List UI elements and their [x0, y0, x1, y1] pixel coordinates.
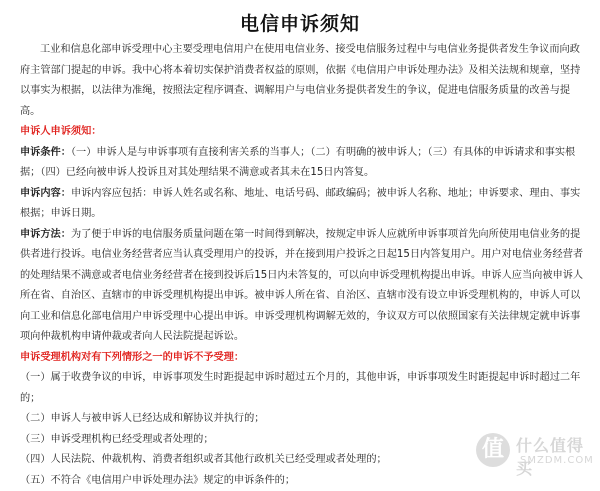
method-label: 申诉方法：	[20, 229, 71, 240]
smzdm-watermark	[476, 429, 586, 475]
conditions-paragraph	[20, 143, 590, 184]
method-paragraph	[20, 225, 590, 348]
watermark-text: 什么值得买	[516, 433, 586, 479]
smzdm-logo-icon: 值	[476, 433, 510, 467]
section-heading-rejection: 申诉受理机构对有下列情形之一的申诉不予受理：	[20, 348, 590, 369]
list-item: （一）属于收费争议的申诉，申诉事项发生时距提起申诉时超过五个月的，其他申诉，申诉事项发生时距提起申诉时超过二年的；	[20, 368, 590, 409]
section-heading-applicant: 申诉人申诉须知：	[20, 122, 590, 143]
conditions-text: （一）申诉人是与申诉事项有直接利害关系的当事人；（二）有明确的被申诉人；（三）有具体的申诉请求和事实根据；（四）已经向被申诉人投诉且对其处理结果不满意或者其未在15日内答复。	[20, 147, 575, 179]
content-label: 申诉内容：	[20, 188, 71, 199]
conditions-label: 申诉条件：	[20, 147, 71, 158]
list-item: （五）不符合《电信用户申诉处理办法》规定的申诉条件的；	[20, 471, 590, 491]
list-item: （四）人民法院、仲裁机构、消费者组织或者其他行政机关已经受理或者处理的；	[20, 450, 590, 471]
content-paragraph	[20, 184, 590, 225]
list-item: （二）申诉人与被申诉人已经达成和解协议并执行的；	[20, 409, 590, 430]
intro-paragraph: 工业和信息化部申诉受理中心主要受理电信用户在使用电信业务、接受电信服务过程中与电信业务提供者发生争议而向政府主管部门提起的申诉。我中心将本着切实保护消费者权益的原则，依据《电信用户申诉处理办法》及相关法规和规章，坚持以事实为根据，以法律为准绳，按照法定程序调查、调解用户与电信业务提供者发生的争议，促进电信服务质量的改善与提高。	[20, 40, 590, 122]
page-title: 电信申诉须知	[0, 0, 600, 35]
watermark-site: SMZDM.COM	[520, 455, 594, 466]
notice-content	[20, 40, 590, 491]
list-item: （三）申诉受理机构已经受理或者处理的；	[20, 430, 590, 451]
content-text: 申诉内容应包括：申诉人姓名或名称、地址、电话号码、邮政编码；被申诉人名称、地址；申诉要求、理由、事实根据；申诉日期。	[20, 188, 580, 220]
method-text: 为了便于申诉的电信服务质量问题在第一时间得到解决，按规定申诉人应就所申诉事项首先向所使用电信业务的提供者进行投诉。电信业务经营者应当认真受理用户的投诉，并在接到用户投诉之日起15日内答复用户。用户对电信业务经营者的处理结果不满意或者电信业务经营者在接到投诉后15日内未答复的，可以向申诉受理机构提出申诉。申诉人应当向被申诉人所在省、自治区、直辖市的申诉受理机构提出申诉。被申诉人所在省、自治区、直辖市没有设立申诉受理机构的，申诉人可以向工业和信息化部电信用户申诉受理中心提出申诉。申诉受理机构调解无效的，争议双方可以依照国家有关法律规定就申诉事项向仲裁机构申请仲裁或者向人民法院提起诉讼。	[20, 229, 583, 343]
